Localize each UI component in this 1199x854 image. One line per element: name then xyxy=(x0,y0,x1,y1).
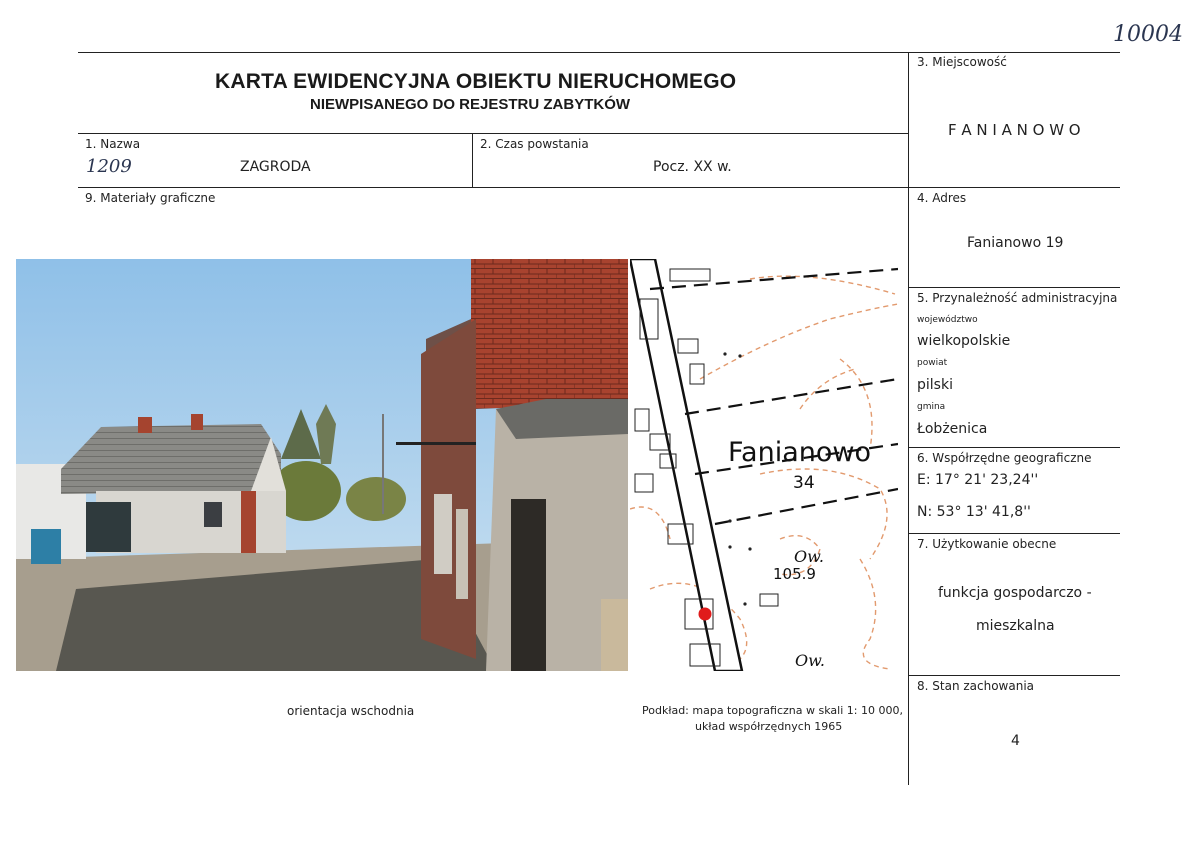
uzytkowanie-line-2: mieszkalna xyxy=(976,618,1055,634)
document-subtitle: NIEWPISANEGO DO REJESTRU ZABYTKÓW xyxy=(310,96,631,113)
map-caption-line-1: Podkład: mapa topograficzna w skali 1: 10 000, xyxy=(642,704,903,717)
field-miejscowosc-value: F A N I A N O W O xyxy=(948,121,1081,139)
field-nazwa-value: ZAGRODA xyxy=(240,159,311,175)
object-location-marker xyxy=(699,608,712,621)
row-divider-2 xyxy=(78,187,1120,188)
photo-caption: orientacja wschodnia xyxy=(287,704,415,718)
field-stan-label: 8. Stan zachowania xyxy=(917,679,1035,693)
map-water-label-1: Ow. xyxy=(794,547,824,566)
gmina-value: Łobżenica xyxy=(917,421,988,437)
wojewodztwo-label: województwo xyxy=(917,315,978,325)
row-divider-1 xyxy=(78,133,908,134)
field-czas-label: 2. Czas powstania xyxy=(480,137,589,151)
field-przynaleznosc-label: 5. Przynależność administracyjna xyxy=(917,291,1118,305)
field-nazwa-label: 1. Nazwa xyxy=(85,137,141,151)
map-water-label-2: Ow. xyxy=(795,651,825,670)
map-number-label: 34 xyxy=(793,473,815,493)
map-place-label: Fanianowo xyxy=(728,437,871,468)
field-czas-value: Pocz. XX w. xyxy=(653,159,732,175)
right-divider-usage xyxy=(908,533,1120,534)
powiat-label: powiat xyxy=(917,358,948,368)
document-title: KARTA EWIDENCYJNA OBIEKTU NIERUCHOMEGO xyxy=(215,70,737,93)
field-materialy-label: 9. Materiały graficzne xyxy=(85,191,216,205)
field-nazwa-handwritten-number: 1209 xyxy=(86,156,132,177)
right-divider-coords xyxy=(908,447,1120,448)
field-wspolrzedne-label: 6. Współrzędne geograficzne xyxy=(917,451,1092,465)
topographic-map xyxy=(630,259,898,671)
right-divider-address xyxy=(908,287,1120,288)
stan-value: 4 xyxy=(1011,733,1020,749)
coordinate-east: E: 17° 21' 23,24'' xyxy=(917,472,1039,488)
field-uzytkowanie-label: 7. Użytkowanie obecne xyxy=(917,537,1057,551)
field-adres-value: Fanianowo 19 xyxy=(967,235,1064,251)
gmina-label: gmina xyxy=(917,402,946,412)
wojewodztwo-value: wielkopolskie xyxy=(917,333,1011,349)
name-date-divider xyxy=(472,133,473,187)
field-miejscowosc-label: 3. Miejscowość xyxy=(917,55,1007,69)
uzytkowanie-line-1: funkcja gospodarczo - xyxy=(938,585,1092,601)
farmstead-photo xyxy=(16,259,628,671)
map-height-label: 105.9 xyxy=(773,565,816,583)
handwritten-register-number: 10004 xyxy=(1113,22,1183,47)
map-caption-line-2: układ współrzędnych 1965 xyxy=(695,720,843,733)
right-divider-condition xyxy=(908,675,1120,676)
field-adres-label: 4. Adres xyxy=(917,191,967,205)
top-border xyxy=(78,52,1120,53)
coordinate-north: N: 53° 13' 41,8'' xyxy=(917,504,1031,520)
powiat-value: pilski xyxy=(917,377,953,393)
